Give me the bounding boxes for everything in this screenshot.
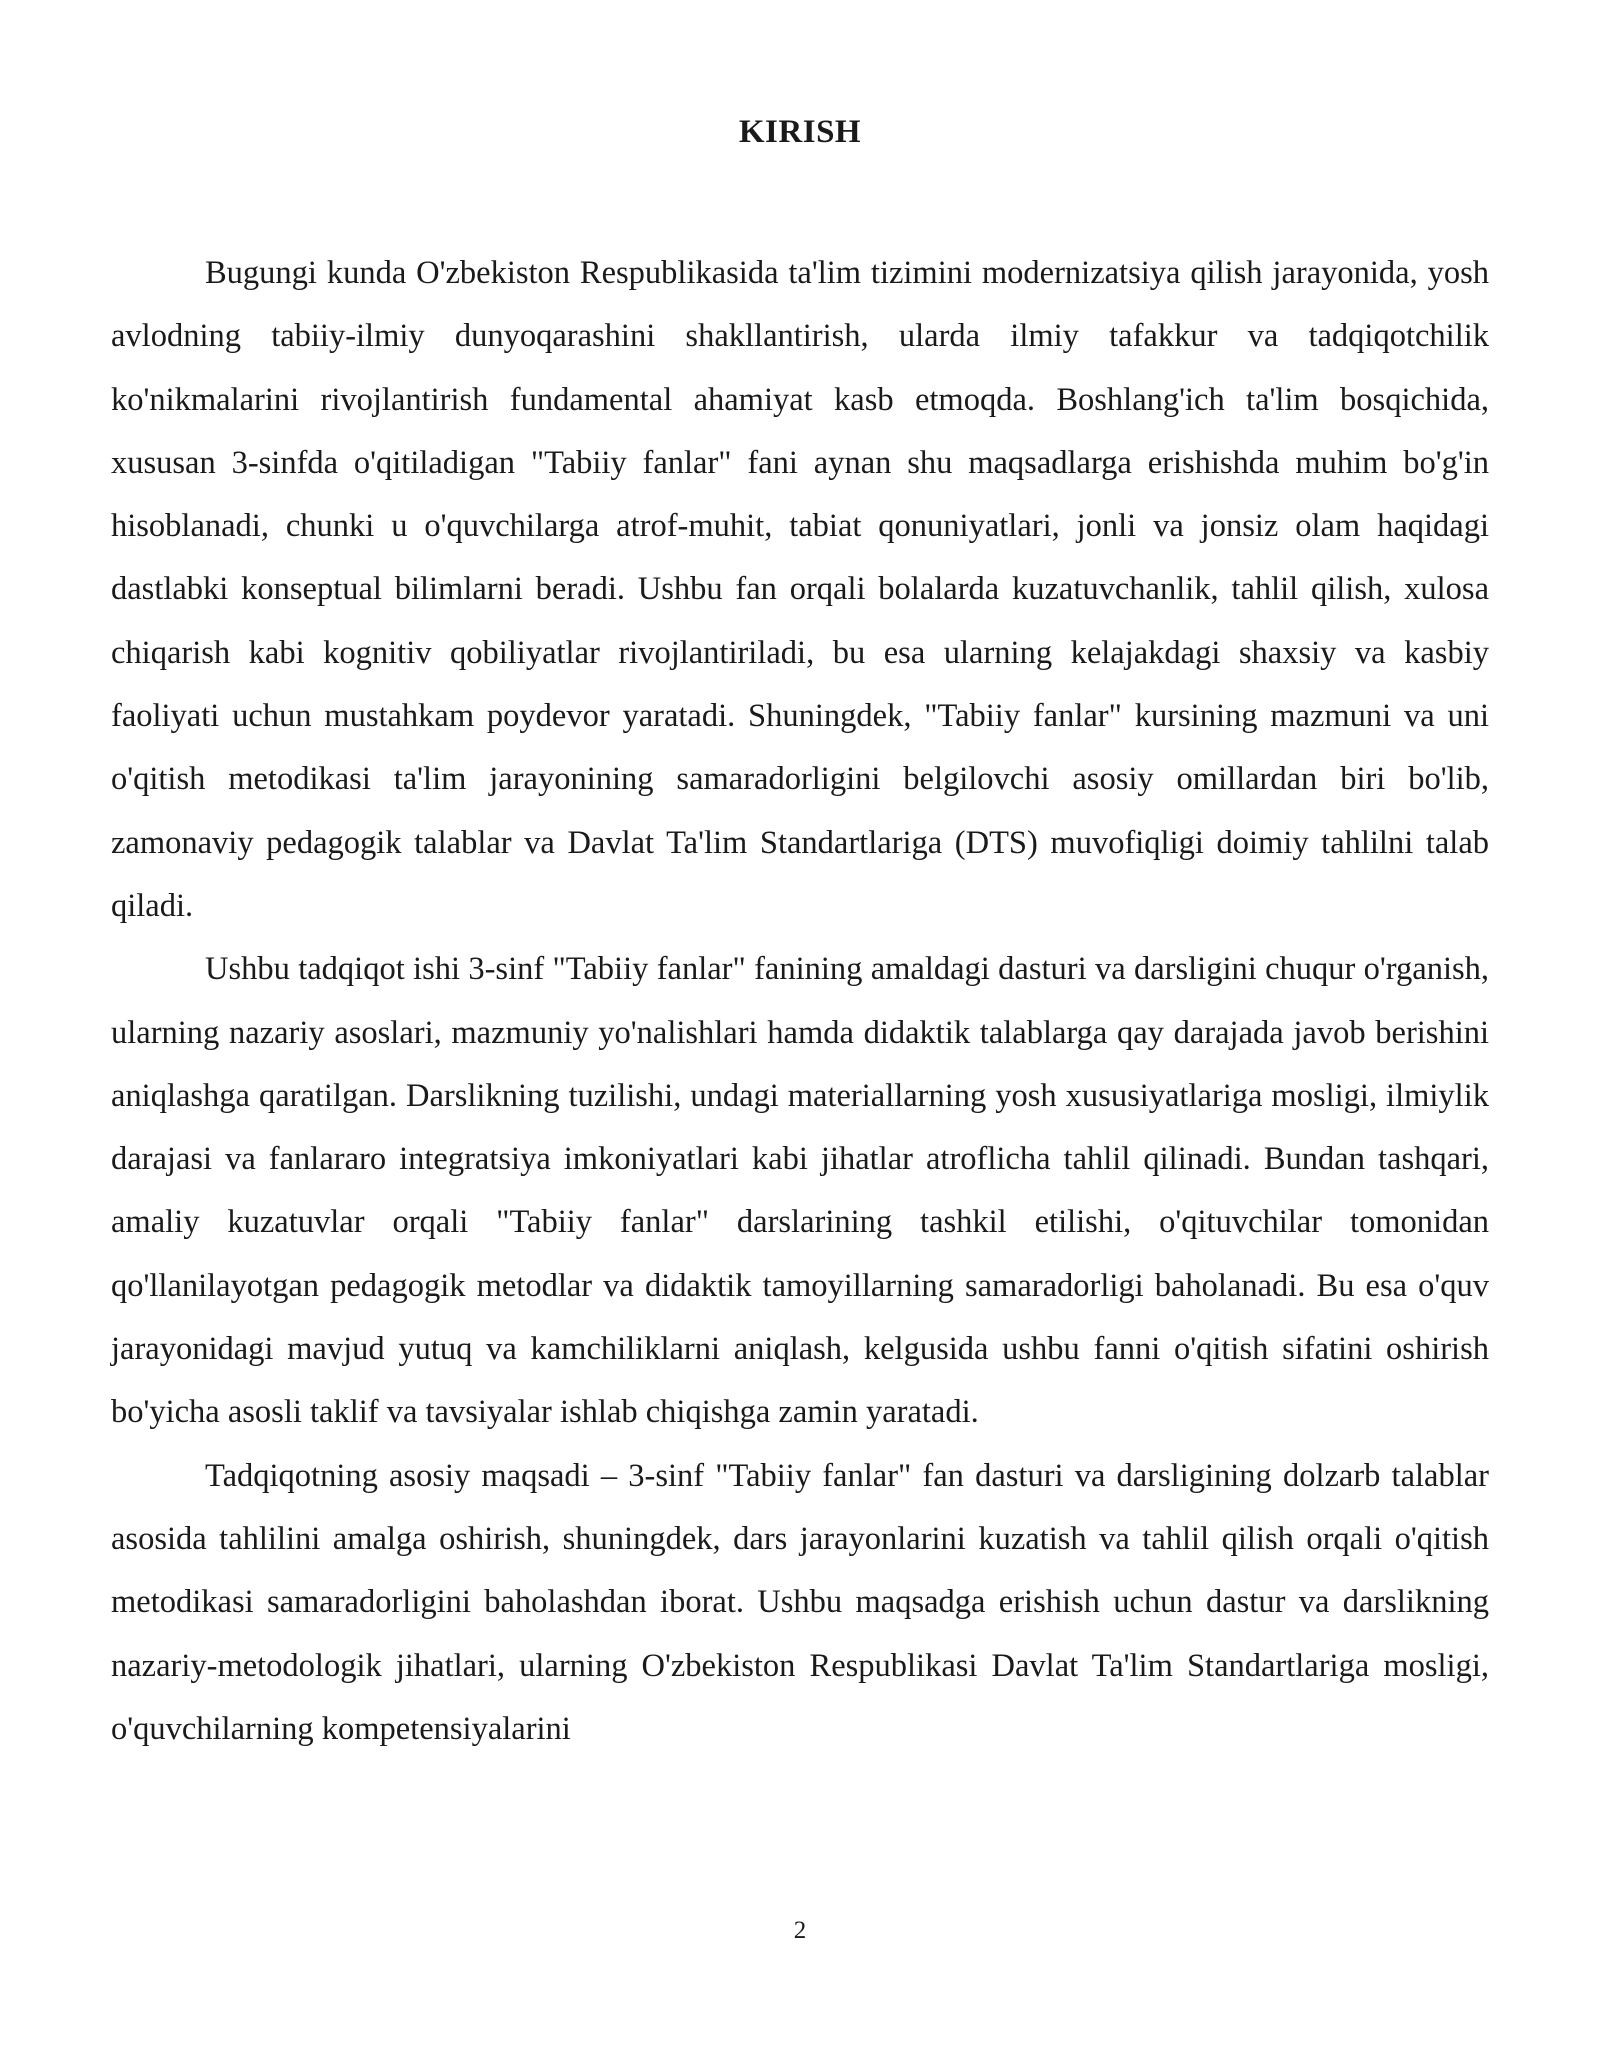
paragraph-2: Ushbu tadqiqot ishi 3-sinf "Tabiiy fanlar" fanining amaldagi dasturi va darsligini chuqur o'rganish, ularning nazariy asoslari, mazmuniy yo'nalishlari hamda didaktik talablarga qay darajada javob berishini aniqlashga qaratilgan. Darslikning tuzilishi, undagi materiallarning yosh xususiyatlariga mosligi, ilmiylik darajasi va fanlararo integratsiya imkoniyatlari kabi jihatlar atroflicha tahlil qilinadi. Bundan tashqari, amaliy kuzatuvlar orqali "Tabiiy fanlar" darslarining tashkil etilishi, o'qituvchilar tomonidan qo'llanilayotgan pedagogik metodlar va didaktik tamoyillarning samaradorligi baholanadi. Bu esa o'quv jarayonidagi mavjud yutuq va kamchiliklarni aniqlash, kelgusida ushbu fanni o'qitish sifatini oshirish bo'yicha asosli taklif va tavsiyalar ishlab chiqishga zamin yaratadi. <box>111 951 1489 1431</box>
body-text <box>111 242 1489 1761</box>
page-title: KIRISH <box>738 114 862 150</box>
page-number: 2 <box>793 1917 807 1944</box>
paragraph-1: Bugungi kunda O'zbekiston Respublikasida ta'lim tizimini modernizatsiya qilish jarayonida, yosh avlodning tabiiy-ilmiy dunyoqarashini shakllantirish, ularda ilmiy tafakkur va tadqiqotchilik ko'nikmalarini rivojlantirish fundamental ahamiyat kasb etmoqda. Boshlang'ich ta'lim bosqichida, xususan 3-sinfda o'qitiladigan "Tabiiy fanlar" fani aynan shu maqsadlarga erishishda muhim bo'g'in hisoblanadi, chunki u o'quvchilarga atrof-muhit, tabiat qonuniyatlari, jonli va jonsiz olam haqidagi dastlabki konseptual bilimlarni beradi. Ushbu fan orqali bolalarda kuzatuvchanlik, tahlil qilish, xulosa chiqarish kabi kognitiv qobiliyatlar rivojlantiriladi, bu esa ularning kelajakdagi shaxsiy va kasbiy faoliyati uchun mustahkam poydevor yaratadi. Shuningdek, "Tabiiy fanlar" kursining mazmuni va uni o'qitish metodikasi ta'lim jarayonining samaradorligini belgilovchi asosiy omillardan biri bo'lib, zamonaviy pedagogik talablar va Davlat Ta'lim Standartlariga (DTS) muvofiqligi doimiy tahlilni talab qiladi. <box>111 255 1489 924</box>
paragraph-3: Tadqiqotning asosiy maqsadi – 3-sinf "Tabiiy fanlar" fan dasturi va darsligining dolzarb talablar asosida tahlilini amalga oshirish, shuningdek, dars jarayonlarini kuzatish va tahlil qilish orqali o'qitish metodikasi samaradorligini baholashdan iborat. Ushbu maqsadga erishish uchun dastur va darslikning nazariy-metodologik jihatlari, ularning O'zbekiston Respublikasi Davlat Ta'lim Standartlariga mosligi, o'quvchilarning kompetensiyalarini <box>111 1457 1489 1747</box>
